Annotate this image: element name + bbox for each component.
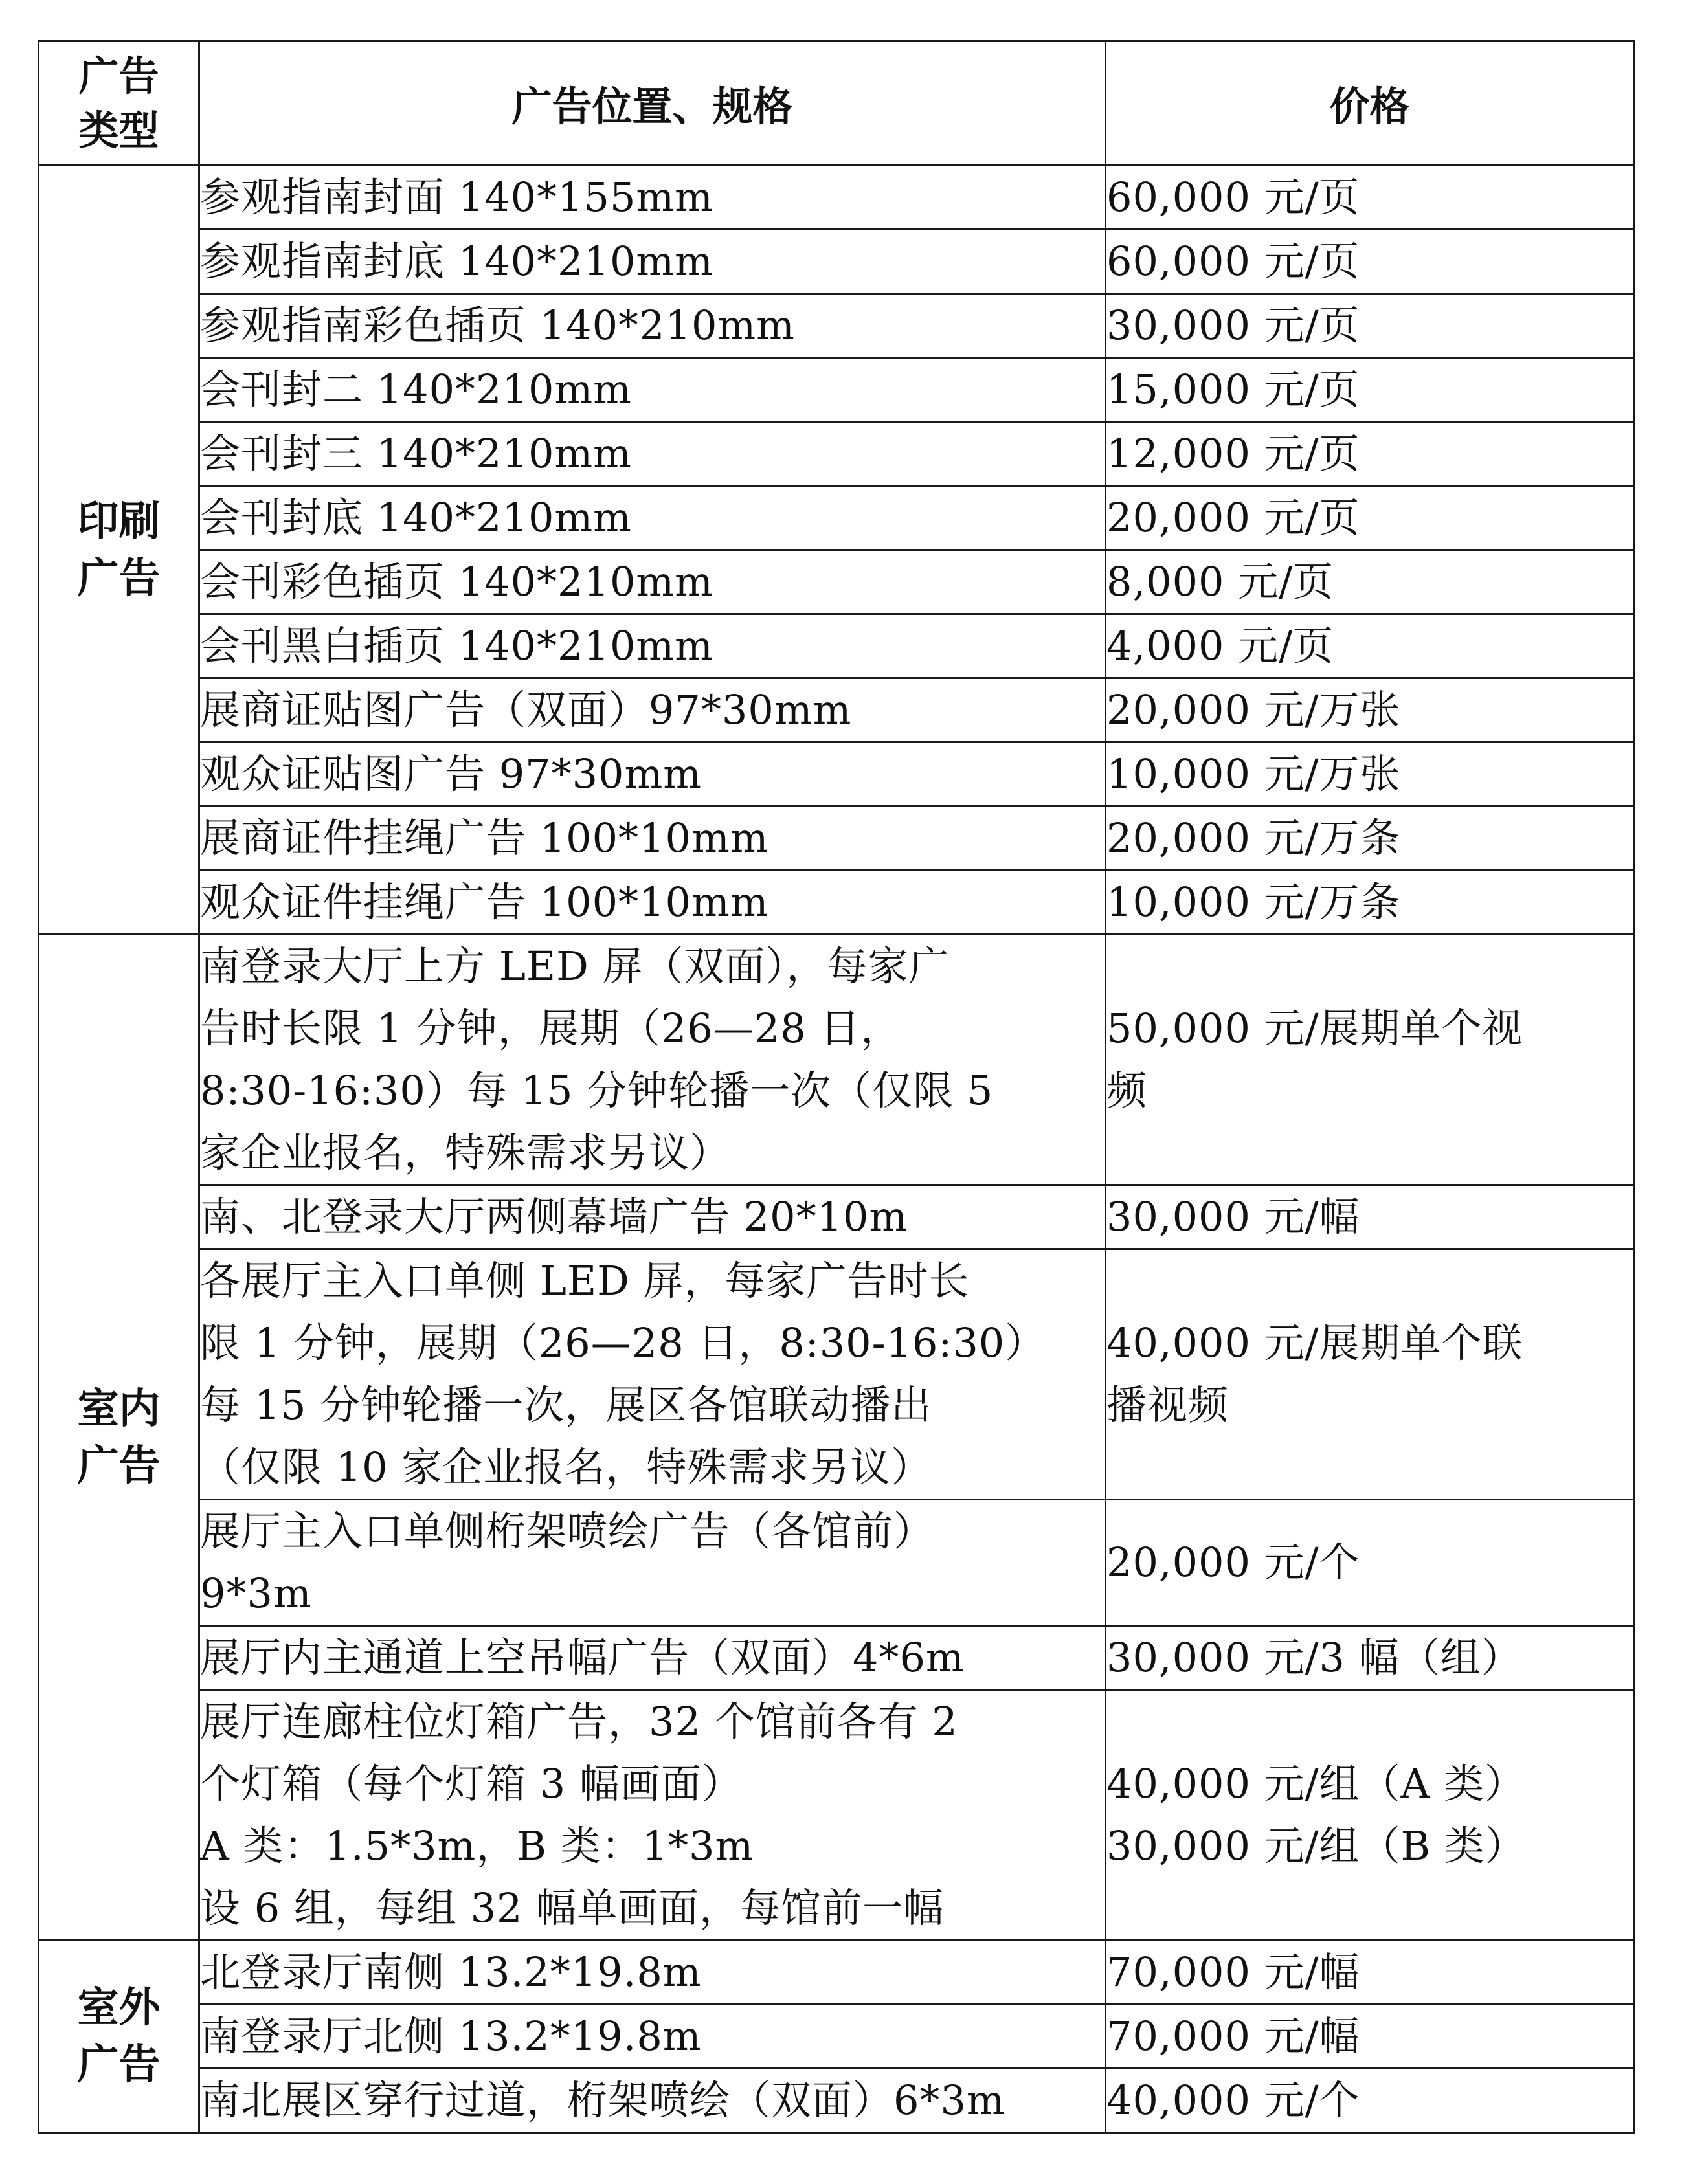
price-cell: 40,000 元/个: [1106, 2069, 1634, 2133]
position-cell: 各展厅主入口单侧 LED 屏，每家广告时长 限 1 分钟，展期（26—28 日，8:30-16:30） 每 15 分钟轮播一次，展区各馆联动播出 （仅限 10 家企业报名，特殊需求另议）: [199, 1249, 1106, 1500]
table-row: [39, 1941, 1634, 2005]
price-cell: 20,000 元/万张: [1106, 678, 1634, 742]
table-row: [39, 358, 1634, 422]
table-row: [39, 486, 1634, 550]
price-cell: 50,000 元/展期单个视 频: [1106, 935, 1634, 1185]
price-cell: 15,000 元/页: [1106, 358, 1634, 422]
price-cell: 40,000 元/组（A 类） 30,000 元/组（B 类）: [1106, 1690, 1634, 1941]
table-row: [39, 935, 1634, 1185]
header-row: [39, 41, 1634, 166]
category-indoor-ads: 室内 广告: [39, 935, 199, 1941]
table-row: [39, 2005, 1634, 2069]
category-print-ads: 印刷 广告: [39, 166, 199, 935]
ad-pricing-table: [38, 40, 1635, 2134]
table-row: [39, 1500, 1634, 1626]
table-row: [39, 550, 1634, 614]
position-cell: 展厅内主通道上空吊幅广告（双面）4*6m: [199, 1626, 1106, 1690]
position-cell: 展商证贴图广告（双面）97*30mm: [199, 678, 1106, 742]
table-row: [39, 614, 1634, 678]
position-cell: 参观指南封底 140*210mm: [199, 230, 1106, 294]
table-row: [39, 2069, 1634, 2133]
position-cell: 会刊封底 140*210mm: [199, 486, 1106, 550]
table-row: [39, 1249, 1634, 1500]
header-ad-type: 广告 类型: [39, 41, 199, 166]
price-cell: 30,000 元/幅: [1106, 1185, 1634, 1249]
price-cell: 40,000 元/展期单个联 播视频: [1106, 1249, 1634, 1500]
position-cell: 南、北登录大厅两侧幕墙广告 20*10m: [199, 1185, 1106, 1249]
price-cell: 20,000 元/万条: [1106, 807, 1634, 871]
position-cell: 参观指南彩色插页 140*210mm: [199, 294, 1106, 358]
position-cell: 观众证贴图广告 97*30mm: [199, 742, 1106, 807]
position-cell: 会刊封三 140*210mm: [199, 422, 1106, 486]
header-position-spec: 广告位置、规格: [199, 41, 1106, 166]
header-price: 价格: [1106, 41, 1634, 166]
position-cell: 展厅主入口单侧桁架喷绘广告（各馆前） 9*3m: [199, 1500, 1106, 1626]
position-cell: 南北展区穿行过道，桁架喷绘（双面）6*3m: [199, 2069, 1106, 2133]
table-row: [39, 294, 1634, 358]
price-cell: 8,000 元/页: [1106, 550, 1634, 614]
table-row: [39, 422, 1634, 486]
table-row: [39, 678, 1634, 742]
price-cell: 70,000 元/幅: [1106, 1941, 1634, 2005]
price-cell: 10,000 元/万张: [1106, 742, 1634, 807]
table-row: [39, 807, 1634, 871]
position-cell: 展厅连廊柱位灯箱广告，32 个馆前各有 2 个灯箱（每个灯箱 3 幅画面） A 类：1.5*3m，B 类：1*3m 设 6 组，每组 32 幅单画面，每馆前一幅: [199, 1690, 1106, 1941]
price-cell: 60,000 元/页: [1106, 230, 1634, 294]
price-cell: 10,000 元/万条: [1106, 871, 1634, 935]
position-cell: 南登录厅北侧 13.2*19.8m: [199, 2005, 1106, 2069]
price-cell: 60,000 元/页: [1106, 166, 1634, 230]
price-cell: 20,000 元/页: [1106, 486, 1634, 550]
price-cell: 4,000 元/页: [1106, 614, 1634, 678]
price-cell: 30,000 元/页: [1106, 294, 1634, 358]
table-row: [39, 1626, 1634, 1690]
table-row: [39, 166, 1634, 230]
position-cell: 会刊黑白插页 140*210mm: [199, 614, 1106, 678]
position-cell: 观众证件挂绳广告 100*10mm: [199, 871, 1106, 935]
table-row: [39, 742, 1634, 807]
position-cell: 会刊彩色插页 140*210mm: [199, 550, 1106, 614]
table-row: [39, 1690, 1634, 1941]
category-outdoor-ads: 室外 广告: [39, 1941, 199, 2133]
position-cell: 会刊封二 140*210mm: [199, 358, 1106, 422]
price-cell: 30,000 元/3 幅（组）: [1106, 1626, 1634, 1690]
price-cell: 70,000 元/幅: [1106, 2005, 1634, 2069]
price-cell: 12,000 元/页: [1106, 422, 1634, 486]
position-cell: 展商证件挂绳广告 100*10mm: [199, 807, 1106, 871]
table-row: [39, 230, 1634, 294]
table-row: [39, 871, 1634, 935]
table-row: [39, 1185, 1634, 1249]
position-cell: 南登录大厅上方 LED 屏（双面），每家广 告时长限 1 分钟，展期（26—28 日， 8:30-16:30）每 15 分钟轮播一次（仅限 5 家企业报名，特殊需求另议）: [199, 935, 1106, 1185]
position-cell: 北登录厅南侧 13.2*19.8m: [199, 1941, 1106, 2005]
position-cell: 参观指南封面 140*155mm: [199, 166, 1106, 230]
price-cell: 20,000 元/个: [1106, 1500, 1634, 1626]
